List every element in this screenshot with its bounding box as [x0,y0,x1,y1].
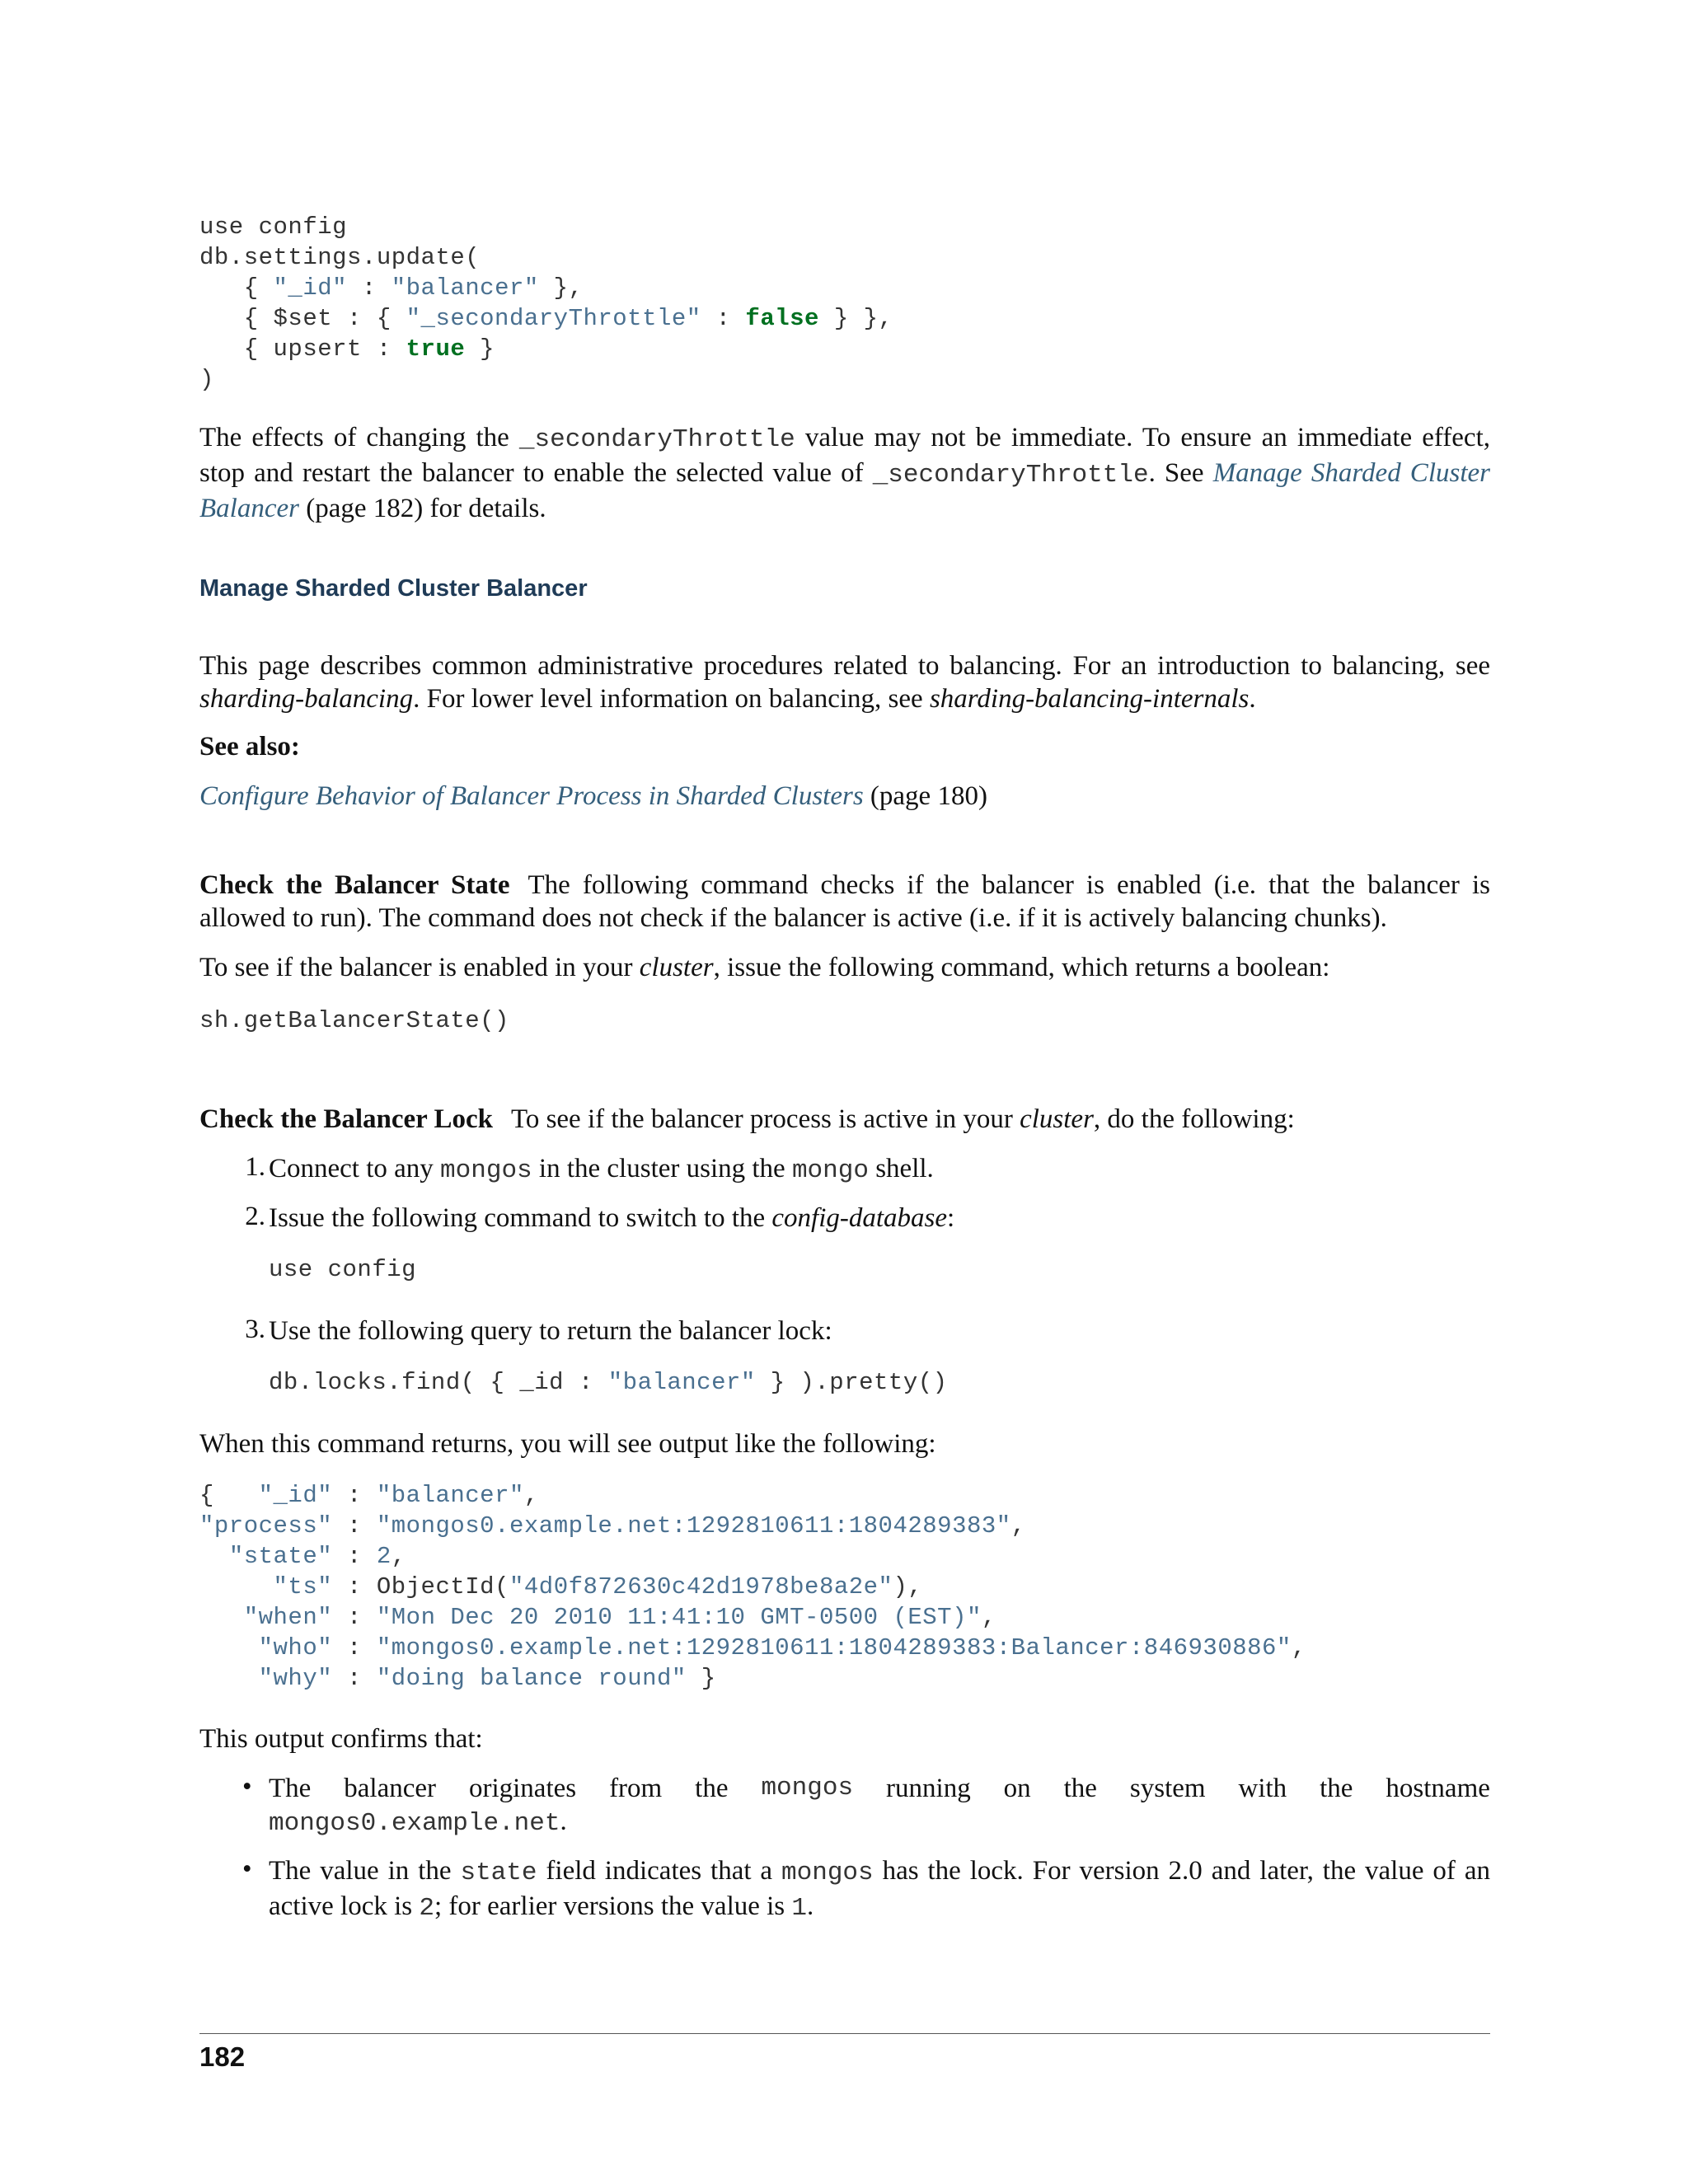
code-use-config: use config [269,1256,417,1283]
document-page [199,0,1490,2184]
check-state-title: Check the Balancer State [199,870,510,900]
see-also-entry: Configure Behavior of Balancer Process in Sharded Clusters (page 180) [199,781,987,811]
bullet-marker: • [242,1854,252,1884]
code-block-lock-output: { "_id" : "balancer", "process" : "mongos0.example.net:1292810611:1804289383", "state" : 2, "ts" : ObjectId("4d0f872630c42d1978be8a2e"), "when" : "Mon Dec 20 2010 11:41:10 GMT-0500 (EST)", "who" : "mongos0.example.net:1292810611:1804289383:Balancer:846930886", "why" : "doing balance round" } [199,1482,1306,1692]
list-item-step-2: 2. Issue the following command to switch to the config-database: [245,1202,955,1233]
code-get-balancer-state: sh.getBalancerState() [199,1007,509,1034]
page-number: 182 [199,2041,246,2072]
section-heading: Manage Sharded Cluster Balancer [199,575,588,602]
list-item-step-3: 3. Use the following query to return the balancer lock: [245,1315,832,1346]
link-configure-balancer[interactable]: Configure Behavior of Balancer Process in Sharded Clusters [199,781,864,811]
link-manage-balancer[interactable]: Manage Sharded Cluster Balancer [199,458,1490,523]
code-locks-find: db.locks.find( { _id : "balancer" } ).pretty() [269,1369,948,1396]
check-lock-title: Check the Balancer Lock [199,1104,493,1134]
paragraph-state-enabled: To see if the balancer is enabled in your cluster, issue the following command, which returns a boolean: [199,953,1330,982]
see-also-label: See also: [199,732,300,762]
list-item-bullet-1 [199,1772,1490,1838]
paragraph-output-intro: When this command returns, you will see output like the following: [199,1429,936,1459]
code-block-settings-update: use config db.settings.update( { "_id" : "balancer" }, { $set : { "_secondaryThrottle" : false } }, { upsert : true } ) [199,213,893,393]
list-item-step-1: 1. Connect to any mongos in the cluster using the mongo shell. [245,1152,934,1185]
list-item-bullet-2: • The value in the state field indicates that a mongos has the lock. For version 2.0 and later, the value of an active lock is 2; for earlier versions the value is 1. [242,1854,1490,1923]
paragraph-confirms: This output confirms that: [199,1724,483,1754]
bullet-1-line-2: mongos0.example.net. [269,1807,567,1838]
bullet-1-line-1: The balancer originates from the mongos running on the system with the hostname [269,1774,1490,1803]
bullet-marker: • [242,1772,252,1802]
paragraph-check-lock: Check the Balancer Lock To see if the balancer process is active in your cluster, do the following: [199,1104,1295,1134]
footer-rule [199,2033,1490,2034]
paragraph-effects: The effects of changing the _secondaryThrottle value may not be immediate. To ensure an immediate effect, stop and restart the balancer to enable the selected value of _secondaryThrottle. See Manage Sharded Cluster Balancer (page 182) for details. [199,423,1490,523]
paragraph-check-state: Check the Balancer State The following command checks if the balancer is enabled (i.e. that the balancer is allowed to run). The command does not check if the balancer is active (i.e. if it is actively balancing chunks). [199,870,1490,933]
paragraph-intro: This page describes common administrative procedures related to balancing. For an introduction to balancing, see sharding-balancing. For lower level information on balancing, see sharding-balancing-internals. [199,651,1490,714]
